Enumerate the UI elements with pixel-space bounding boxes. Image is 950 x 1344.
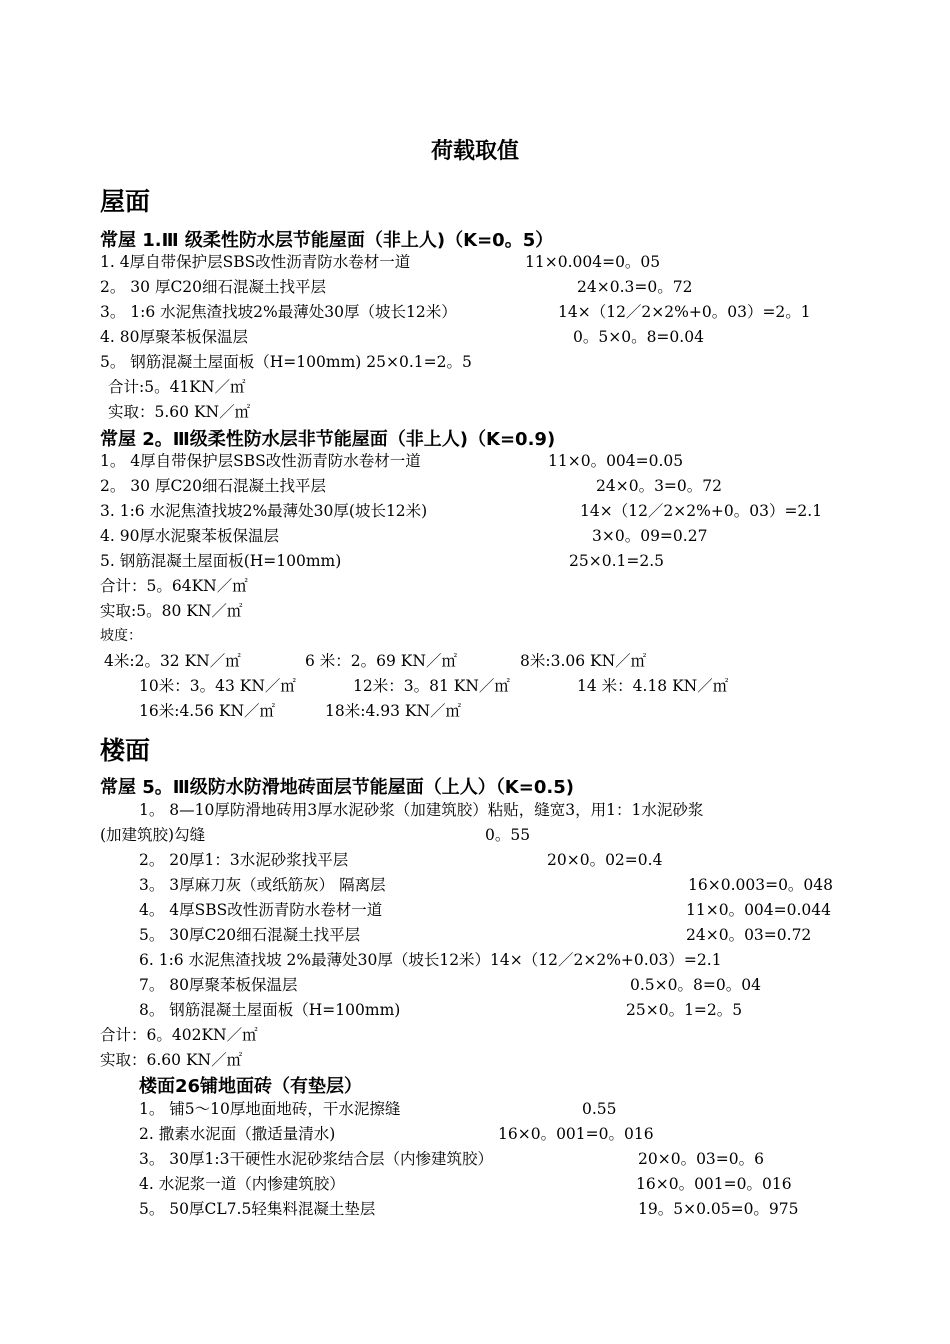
roof1-line-2-desc: 2。 30 厚C20细石混凝土找平层 (100, 278, 327, 296)
page-title: 荷载取值 (430, 139, 519, 164)
floor26-line-4-calc: 16×0。001=0。016 (636, 1175, 792, 1193)
floor26-line-3-desc: 3。 30厚1:3干硬性水泥砂浆结合层（内惨建筑胶） (139, 1150, 493, 1168)
slope-value: 6 米：2。69 KN／㎡ (305, 652, 457, 670)
roof2-line-4-desc: 4. 90厚水泥聚苯板保温层 (100, 527, 279, 545)
floor5-line-2-calc: 20×0。02=0.4 (547, 851, 663, 869)
roof1-line-1-desc: 1. 4厚自带保护层SBS改性沥青防水卷材一道 (100, 253, 411, 271)
slope-value: 8米:3.06 KN／㎡ (520, 652, 647, 670)
roof2-line-2-calc: 24×0。3=0。72 (596, 477, 723, 495)
roof2-line-4-calc: 3×0。09=0.27 (592, 527, 708, 545)
floor5-actual: 实取：6.60 KN／㎡ (100, 1051, 243, 1069)
roof2-line-5-calc: 25×0.1=2.5 (569, 552, 664, 570)
roof2-line-3-calc: 14×（12／2×2%+0。03）=2.1 (580, 502, 823, 520)
item-heading-floor-5: 常屋 5。Ⅲ级防水防滑地砖面层节能屋面（上人）（K=0.5) (100, 777, 574, 798)
roof1-line-3-calc: 14×（12／2×2%+0。03）=2。1 (558, 303, 811, 321)
floor5-line-7-desc: 7。 80厚聚苯板保温层 (139, 976, 298, 994)
floor26-line-2-desc: 2. 撒素水泥面（撒适量清水) (139, 1125, 336, 1143)
slope-label: 坡度： (100, 628, 142, 644)
floor5-line-5-desc: 5。 30厚C20细石混凝土找平层 (139, 926, 361, 944)
roof2-total: 合计：5。64KN／㎡ (100, 577, 248, 595)
roof2-actual: 实取:5。80 KN／㎡ (100, 602, 243, 620)
floor5-line-6-desc: 6. 1:6 水泥焦渣找坡 2%最薄处30厚（坡长12米）14×（12／2×2%+0.03）=2.1 (139, 951, 722, 969)
slope-value: 18米:4.93 KN／㎡ (325, 702, 462, 720)
item-heading-floor-26: 楼面26铺地面砖（有垫层） (139, 1076, 363, 1097)
floor5-total: 合计：6。402KN／㎡ (100, 1026, 258, 1044)
floor5-line-3-calc: 16×0.003=0。048 (688, 876, 834, 894)
floor5-line-8-desc: 8。 钢筋混凝土屋面板（H=100mm) (139, 1001, 401, 1019)
roof1-actual: 实取：5.60 KN／㎡ (108, 403, 251, 421)
floor5-line-1b: (加建筑胶)勾缝 (100, 826, 206, 844)
roof2-line-1-calc: 11×0。004=0.05 (548, 452, 684, 470)
floor26-line-5-desc: 5。 50厚CL7.5轻集料混凝土垫层 (139, 1200, 376, 1218)
section-heading-floor: 楼面 (100, 736, 151, 765)
slope-value: 14 米：4.18 KN／㎡ (577, 677, 729, 695)
item-heading-roof-1: 常屋 1.Ⅲ 级柔性防水层节能屋面（非上人)（K=0。5） (100, 230, 554, 251)
roof2-line-5-desc: 5. 钢筋混凝土屋面板(H=100mm) (100, 552, 342, 570)
roof1-line-4-desc: 4. 80厚聚苯板保温层 (100, 328, 248, 346)
floor5-line-4-calc: 11×0。004=0.044 (686, 901, 832, 919)
slope-value: 16米:4.56 KN／㎡ (139, 702, 276, 720)
floor5-line-8-calc: 25×0。1=2。5 (626, 1001, 743, 1019)
floor5-line-3-desc: 3。 3厚麻刀灰（或纸筋灰） 隔离层 (139, 876, 386, 894)
roof1-line-1-calc: 11×0.004=0。05 (525, 253, 661, 271)
floor5-line-7-calc: 0.5×0。8=0。04 (630, 976, 761, 994)
slope-value: 12米：3。81 KN／㎡ (353, 677, 510, 695)
roof2-line-1-desc: 1。 4厚自带保护层SBS改性沥青防水卷材一道 (100, 452, 421, 470)
item-heading-roof-2: 常屋 2。Ⅲ级柔性防水层非节能屋面（非上人)（K=0.9) (100, 429, 556, 450)
floor26-line-1-calc: 0.55 (582, 1100, 617, 1118)
slope-value: 4米:2。32 KN／㎡ (104, 652, 241, 670)
slope-value: 10米：3。43 KN／㎡ (139, 677, 296, 695)
roof1-line-3-desc: 3。 1:6 水泥焦渣找坡2%最薄处30厚（坡长12米） (100, 303, 457, 321)
floor5-line-5-calc: 24×0。03=0.72 (686, 926, 812, 944)
floor5-line-2-desc: 2。 20厚1：3水泥砂浆找平层 (139, 851, 349, 869)
floor5-line-4-desc: 4。 4厚SBS改性沥青防水卷材一道 (139, 901, 383, 919)
roof2-line-2-desc: 2。 30 厚C20细石混凝土找平层 (100, 477, 327, 495)
roof2-line-3-desc: 3. 1:6 水泥焦渣找坡2%最薄处30厚(坡长12米) (100, 502, 428, 520)
floor26-line-4-desc: 4. 水泥浆一道（内惨建筑胶） (139, 1175, 345, 1193)
floor26-line-5-calc: 19。5×0.05=0。975 (638, 1200, 799, 1218)
floor26-line-3-calc: 20×0。03=0。6 (638, 1150, 765, 1168)
section-heading-roof: 屋面 (100, 187, 151, 216)
floor5-line-1b-calc: 0。55 (485, 826, 531, 844)
floor26-line-1-desc: 1。 铺5～10厚地面地砖，干水泥擦缝 (139, 1100, 401, 1118)
roof1-total: 合计:5。41KN／㎡ (108, 378, 246, 396)
roof1-line-2-calc: 24×0.3=0。72 (577, 278, 693, 296)
roof1-line-4-calc: 0。5×0。8=0.04 (573, 328, 704, 346)
floor5-line-1a: 1。 8—10厚防滑地砖用3厚水泥砂浆（加建筑胶）粘贴，缝宽3，用1：1水泥砂浆 (139, 801, 704, 819)
floor26-line-2-calc: 16×0。001=0。016 (498, 1125, 654, 1143)
roof1-line-5-desc: 5。 钢筋混凝土屋面板（H=100mm) 25×0.1=2。5 (100, 353, 472, 371)
